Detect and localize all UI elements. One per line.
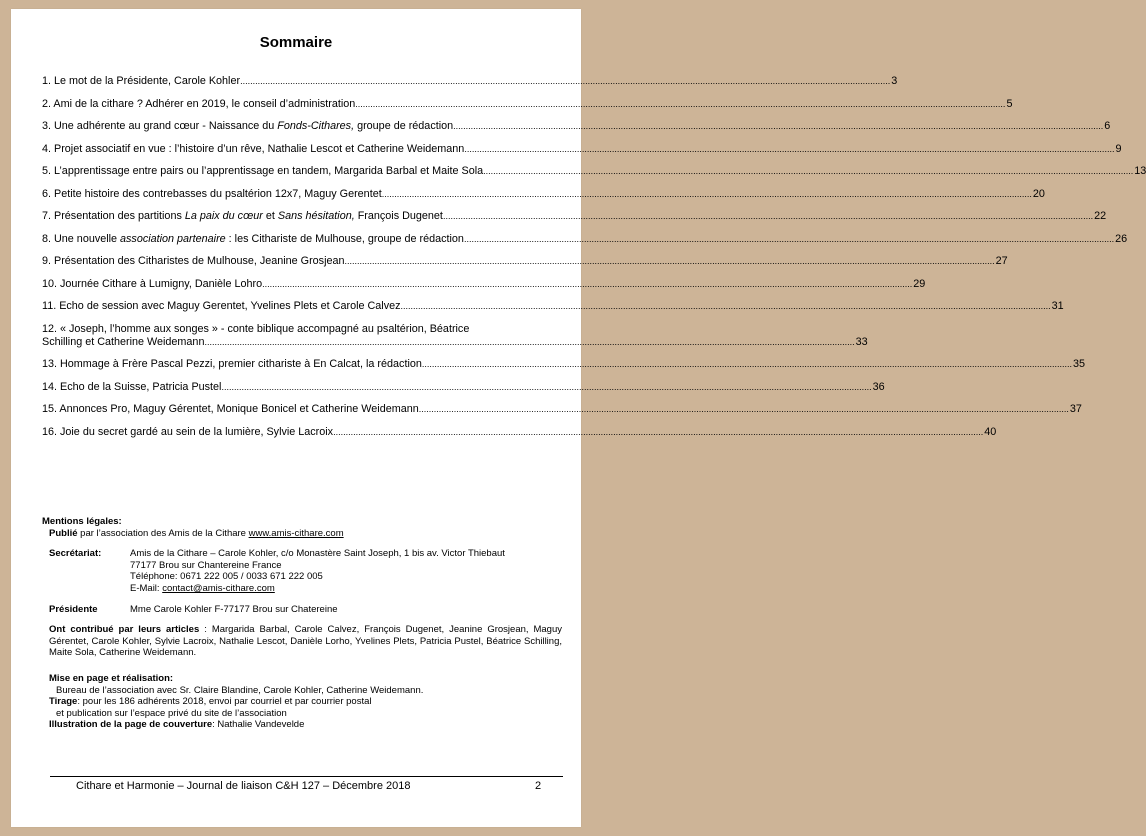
- toc-page-number: 5: [1006, 97, 1013, 110]
- toc-entry[interactable]: [42, 300, 1064, 313]
- toc-leader-dots: ....................................................................................................................................................................................................................................................................: [355, 98, 1006, 109]
- toc-leader-dots: ....................................................................................................................................................................................................................................................................: [333, 426, 984, 437]
- toc-leader-dots: ....................................................................................................................................................................................................................................................................: [483, 166, 1134, 176]
- toc-page-number: 3: [891, 75, 898, 87]
- toc-leader-dots: ....................................................................................................................................................................................................................................................................: [262, 278, 913, 289]
- toc-title: [42, 233, 464, 246]
- secretariat-block: [42, 548, 562, 594]
- toc-entry[interactable]: [42, 403, 1082, 416]
- toc-title: [42, 120, 453, 133]
- toc-entry[interactable]: [42, 255, 1008, 268]
- toc-title-part: 8. Une nouvelle: [42, 232, 121, 245]
- toc-title-italic: La paix du cœur: [184, 210, 263, 222]
- toc-entry[interactable]: [42, 210, 1107, 223]
- toc-leader-dots: ....................................................................................................................................................................................................................................................................: [240, 76, 891, 86]
- toc-page-number: 27: [995, 255, 1008, 267]
- toc-page-number: 31: [1051, 300, 1064, 312]
- toc-entry[interactable]: [42, 75, 898, 88]
- print-run-text: : pour les 186 adhérents 2018, envoi par courriel et par courrier postal: [77, 696, 372, 708]
- toc-page-number: 22: [1094, 210, 1107, 222]
- legal-notice: [42, 516, 562, 731]
- toc-entry[interactable]: [42, 165, 1146, 178]
- toc-title: 14. Echo de la Suisse, Patricia Pustel: [42, 380, 222, 393]
- toc-entry[interactable]: [42, 322, 868, 349]
- toc-title-italic: Sans hésitation,: [277, 210, 355, 222]
- contributors-block: [42, 624, 562, 659]
- toc-title: [42, 210, 443, 223]
- toc-title: 6. Petite histoire des contrebasses du psaltérion 12x7, Maguy Gerentet: [42, 187, 382, 200]
- toc-title: 15. Annonces Pro, Maguy Gérentet, Monique Bonicel et Catherine Weidemann: [42, 403, 419, 415]
- toc-page-number: 35: [1073, 358, 1086, 370]
- toc-entry[interactable]: [42, 187, 1045, 201]
- toc-title-part: et: [262, 210, 278, 222]
- page-title: Sommaire: [259, 34, 333, 51]
- email-label: E-Mail:: [130, 582, 163, 594]
- toc-entry[interactable]: [42, 380, 885, 394]
- toc-page-number: 13: [1134, 165, 1146, 177]
- toc-title: Schilling et Catherine Weidemann: [42, 335, 205, 348]
- toc-leader-dots: ....................................................................................................................................................................................................................................................................: [463, 233, 1115, 244]
- toc-page-number: 33: [855, 335, 868, 348]
- toc-leader-dots: ....................................................................................................................................................................................................................................................................: [464, 143, 1115, 154]
- cover-illustration-line: [42, 719, 562, 731]
- toc-leader-dots: ....................................................................................................................................................................................................................................................................: [421, 359, 1072, 369]
- toc-title-part: 3. Une adhérente au grand cœur - Naissance du: [42, 120, 278, 132]
- toc-entry[interactable]: [42, 277, 926, 291]
- toc-title: 13. Hommage à Frère Pascal Pezzi, premier cithariste à En Calcat, la rédaction: [42, 358, 422, 370]
- toc-leader-dots: ....................................................................................................................................................................................................................................................................: [418, 404, 1069, 414]
- print-run-text-2: et publication sur l’espace privé du site de l’association: [56, 707, 287, 719]
- president-block: [42, 604, 562, 616]
- toc-leader-dots: ....................................................................................................................................................................................................................................................................: [453, 121, 1104, 131]
- toc-title: 9. Présentation des Citharistes de Mulhouse, Jeanine Grosjean: [42, 255, 345, 267]
- page-number: 2: [535, 780, 542, 792]
- toc-entry[interactable]: [42, 120, 1111, 133]
- email-link[interactable]: contact@amis-cithare.com: [162, 582, 275, 594]
- toc-leader-dots: ....................................................................................................................................................................................................................................................................: [344, 256, 995, 266]
- cover-illustration-label: Illustration de la page de couverture: [49, 719, 213, 731]
- toc-page-number: 26: [1115, 232, 1128, 245]
- publisher-label: Publié: [49, 527, 78, 539]
- toc-entry[interactable]: [42, 97, 1013, 111]
- toc-title-part: François Dugenet: [354, 210, 443, 222]
- layout-colon: :: [169, 672, 174, 684]
- toc-entry[interactable]: [42, 358, 1086, 371]
- toc-title: 16. Joie du secret gardé au sein de la lumière, Sylvie Lacroix: [42, 425, 334, 438]
- toc-title-italic: association partenaire: [120, 232, 226, 245]
- toc-title-italic: Fonds-Cithares,: [277, 120, 355, 132]
- toc-page-number: 40: [984, 425, 997, 438]
- publisher-text: par l’association des Amis de la Cithare: [77, 527, 249, 539]
- website-link[interactable]: www.amis-cithare.com: [248, 527, 344, 539]
- toc-leader-dots: ....................................................................................................................................................................................................................................................................: [400, 301, 1051, 311]
- toc-page-number: 6: [1104, 120, 1111, 132]
- toc-title: 4. Projet associatif en vue : l’histoire d’un rêve, Nathalie Lescot et Catherine Weidemann: [42, 142, 465, 155]
- toc-title: 1. Le mot de la Présidente, Carole Kohler: [42, 75, 241, 87]
- layout-block: [42, 673, 562, 685]
- footer-divider: [50, 776, 563, 777]
- document-page: [11, 9, 1146, 827]
- cover-illustration-text: : Nathalie Vandevelde: [212, 719, 305, 731]
- toc-leader-dots: ....................................................................................................................................................................................................................................................................: [204, 336, 855, 347]
- toc-page-number: 29: [913, 277, 926, 290]
- president-label: Présidente: [49, 603, 98, 615]
- toc-entry[interactable]: [42, 425, 997, 439]
- toc-leader-dots: ....................................................................................................................................................................................................................................................................: [381, 188, 1032, 199]
- toc-page-number: 9: [1115, 142, 1122, 155]
- layout-label: Mise en page et réalisation: [49, 672, 170, 684]
- toc-title-part: 7. Présentation des partitions: [42, 210, 185, 222]
- secretariat-label: Secrétariat:: [49, 548, 102, 560]
- toc-title-part: : les Cithariste de Mulhouse, groupe de rédaction: [225, 232, 464, 245]
- secretariat-line: Amis de la Cithare – Carole Kohler, c/o Monastère Saint Joseph, 1 bis av. Victor Thiebaut: [130, 548, 505, 560]
- print-run-label: Tirage: [49, 696, 78, 708]
- toc-page-number: 20: [1032, 187, 1045, 200]
- legal-heading: Mentions légales:: [42, 516, 122, 527]
- secretariat-line: 77177 Brou sur Chantereine France: [130, 559, 282, 571]
- president-text: Mme Carole Kohler F-77177 Brou sur Chatereine: [130, 603, 338, 615]
- secretariat-line: Téléphone: 0671 222 005 / 0033 671 222 005: [130, 571, 323, 583]
- toc-page-number: 36: [872, 380, 885, 393]
- toc-leader-dots: ....................................................................................................................................................................................................................................................................: [442, 211, 1094, 221]
- toc-title-part: groupe de rédaction: [354, 120, 454, 132]
- toc-entry[interactable]: [42, 142, 1122, 156]
- toc-leader-dots: ....................................................................................................................................................................................................................................................................: [221, 381, 872, 392]
- toc-title: 12. « Joseph, l’homme aux songes » - conte biblique accompagné au psaltérion, Béatrice: [42, 322, 470, 335]
- email-line: [130, 583, 562, 595]
- print-run-line: [42, 696, 562, 708]
- toc-title: 2. Ami de la cithare ? Adhérer en 2019, le conseil d’administration: [42, 97, 356, 110]
- table-of-contents: [42, 75, 1146, 448]
- footer-text: Cithare et Harmonie – Journal de liaison C&H 127 – Décembre 2018: [76, 780, 411, 792]
- toc-page-number: 37: [1069, 403, 1082, 415]
- publisher-line: [42, 528, 562, 540]
- toc-entry[interactable]: [42, 232, 1128, 246]
- toc-title: 5. L’apprentissage entre pairs ou l’apprentissage en tandem, Margarida Barbal et Maite Sola: [42, 165, 484, 177]
- toc-title: 11. Echo de session avec Maguy Gerentet, Yvelines Plets et Carole Calvez: [42, 300, 401, 312]
- layout-text: Bureau de l’association avec Sr. Claire Blandine, Carole Kohler, Catherine Weidemann.: [56, 684, 424, 696]
- contributors-text: : Margarida Barbal, Carole Calvez, François Dugenet, Jeanine Grosjean, Maguy Gérentet, Carole Kohler, Sylvie Lacroix, Nathalie Lescot, Danièle Lorho, Yvelines Plets, Patricia Pustel, Béatrice Schilling, Maite Sola, Catherine Weidemann.: [49, 624, 562, 659]
- contributors-label: Ont contribué par leurs articles: [49, 624, 200, 636]
- toc-title: 10. Journée Cithare à Lumigny, Danièle Lohro: [42, 277, 263, 290]
